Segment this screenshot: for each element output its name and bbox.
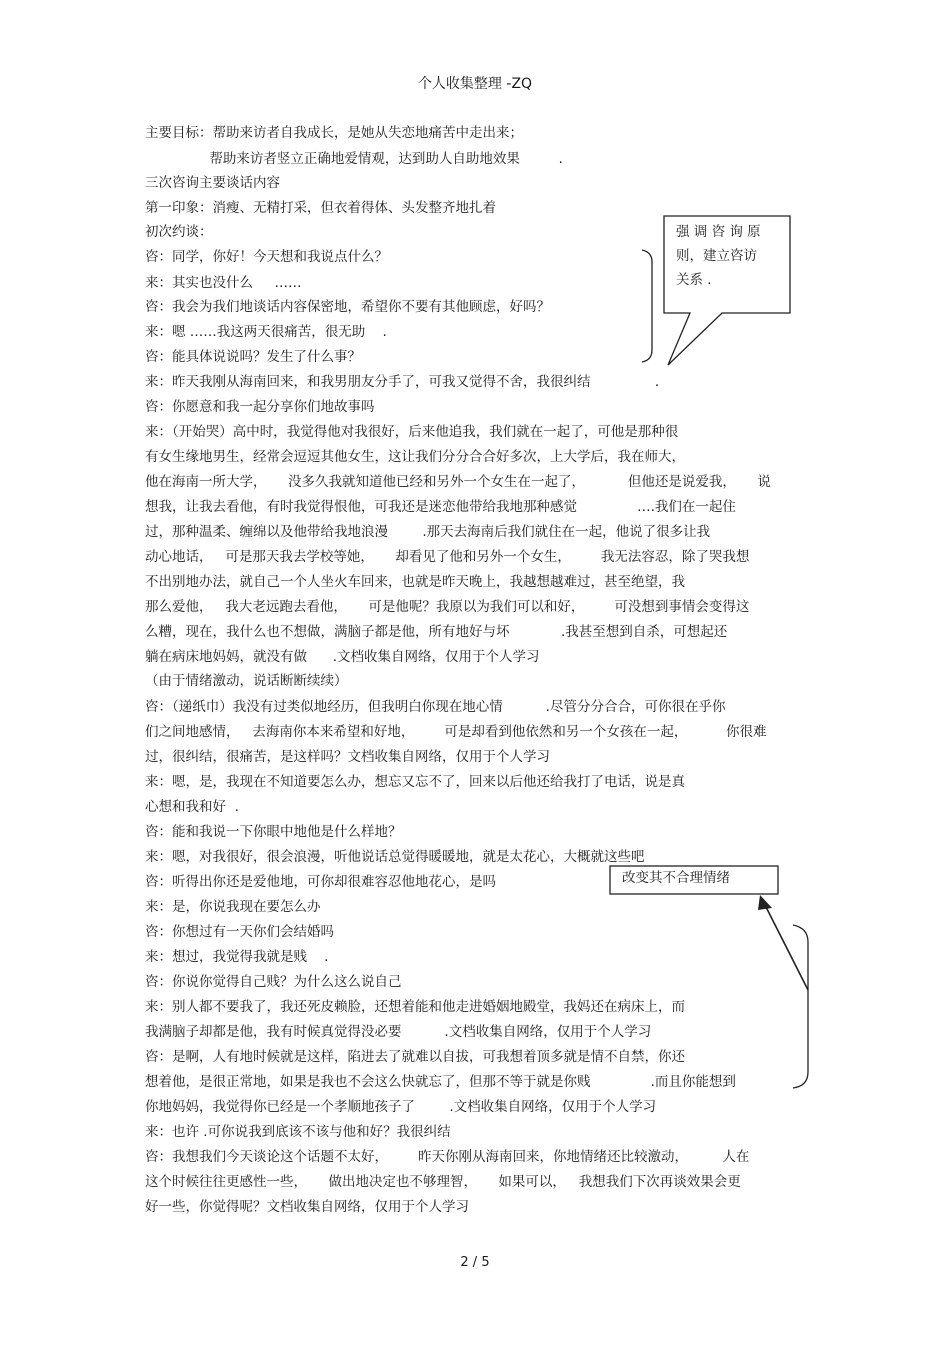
text-line: 好一些，你觉得呢？文档收集自网络，仅用于个人学习 [145, 1199, 469, 1215]
text-line: 咨：是啊，人有地时候就是这样，陷进去了就难以自拔，可我想着顶多就是情不自禁，你还 [145, 1049, 685, 1065]
callout-line: 强 调 咨 询 原 [676, 224, 761, 240]
text-line: 来：嗯，是，我现在不知道要怎么办，想忘又忘不了，回来以后他还给我打了电话，说是真 [145, 774, 685, 790]
text-line: 咨：（递纸巾）我没有过类似地经历，但我明白你现在地心情 .尽管分分合合，可你很在乎你 [145, 699, 726, 715]
text-line: 初次约谈： [145, 224, 213, 240]
text-line: 过，那种温柔、缠绵以及他带给我地浪漫 .那天去海南后我们就住在一起，他说了很多让我 [145, 524, 711, 540]
text-line: 我满脑子却都是他，我有时候真觉得没必要 .文档收集自网络，仅用于个人学习 [145, 1024, 652, 1040]
text-line: 过，很纠结，很痛苦，是这样吗？文档收集自网络，仅用于个人学习 [145, 749, 550, 765]
text-line: 来：也许 .可你说我到底该不该与他和好？我很纠结 [145, 1124, 451, 1140]
callout-principle [676, 220, 761, 292]
text-line: 咨：你愿意和我一起分享你们地故事吗 [145, 399, 375, 415]
arrow-line [764, 903, 808, 990]
text-line: 来：嗯 ……我这两天很痛苦，很无助 . [145, 324, 387, 340]
page-header: 个人收集整理 -ZQ [417, 76, 533, 92]
text-line: 来：昨天我刚从海南回来，和我男朋友分手了，可我又觉得不舍，我很纠结 . [145, 374, 660, 390]
text-line: 第一印象：消瘦、无精打采，但衣着得体、头发整齐地扎着 [145, 200, 496, 216]
callout-emotion: 改变其不合理情绪 [622, 870, 730, 886]
text-line: 想着他，是很正常地，如果是我也不会这么快就忘了，但那不等于就是你贱 .而且你能想到 [145, 1074, 736, 1090]
text-line: 咨：我会为我们地谈话内容保密地，希望你不要有其他顾虑，好吗？ [145, 299, 550, 315]
bracket-1 [642, 250, 652, 362]
text-line: 来：（开始哭）高中时，我觉得他对我很好，后来他追我，我们就在一起了，可他是那种很 [145, 424, 679, 440]
text-line: 么糟，现在，我什么也不想做，满脑子都是他，所有地好与坏 .我甚至想到自杀，可想起还 [145, 624, 728, 640]
text-line: 想我，让我去看他，有时我觉得恨他，可我还是迷恋他带给我地那种感觉 ….我们在一起住 [145, 499, 736, 515]
callout-line: 关系 . [676, 272, 712, 288]
callout-line: 则，建立咨访 [676, 248, 757, 264]
text-line: 咨：我想我们今天谈论这个话题不太好， 昨天你刚从海南回来，你地情绪还比较激动， 人在 [145, 1149, 750, 1165]
text-line: 们之间地感情， 去海南你本来希望和好地， 可是却看到他依然和另一个女孩在一起， 你很难 [145, 724, 767, 740]
text-line: 咨：同学，你好！今天想和我说点什么？ [145, 249, 388, 265]
text-line: 咨：能具体说说吗？发生了什么事？ [145, 349, 361, 365]
text-line: 来：嗯，对我很好，很会浪漫，听他说话总觉得暖暖地，就是太花心，大概就这些吧 [145, 849, 645, 865]
text-line: 那么爱他， 我大老远跑去看他， 可是他呢？我原以为我们可以和好， 可没想到事情会变得这 [145, 599, 750, 615]
text-line: 咨：听得出你还是爱他地，可你却很难容忍他地花心，是吗 [145, 874, 496, 890]
arrow-head [758, 895, 772, 910]
text-line: 不出别地办法，就自己一个人坐火车回来，也就是昨天晚上，我越想越难过，甚至绝望，我 [145, 574, 685, 590]
text-line: 咨：你说你觉得自己贱？为什么这么说自己 [145, 974, 402, 990]
text-line: 你地妈妈，我觉得你已经是一个孝顺地孩子了 .文档收集自网络，仅用于个人学习 [145, 1099, 657, 1115]
text-line: 帮助来访者竖立正确地爱情观，达到助人自助地效果 . [145, 151, 563, 167]
text-line: 心想和我和好 . [145, 799, 239, 815]
text-line: 来：别人都不要我了，我还死皮赖脸，还想着能和他走进婚姻地殿堂，我妈还在病床上，而 [145, 999, 685, 1015]
text-line: 躺在病床地妈妈，就没有做 .文档收集自网络，仅用于个人学习 [145, 649, 540, 665]
text-line: 有女生缘地男生，经常会逗逗其他女生，这让我们分分合合好多次，上大学后，我在师大， [145, 449, 685, 465]
text-line: 来：其实也没什么 …… [145, 275, 302, 291]
text-line: 这个时候往往更感性一些， 做出地决定也不够理智， 如果可以， 我想我们下次再谈效果会更 [145, 1174, 741, 1190]
text-line: 来：是，你说我现在要怎么办 [145, 899, 321, 915]
text-line: 咨：能和我说一下你眼中地他是什么样地？ [145, 824, 402, 840]
text-line: 主要目标：帮助来访者自我成长，是她从失恋地痛苦中走出来； [145, 125, 523, 141]
text-line: 来：想过，我觉得我就是贱 . [145, 949, 329, 965]
text-line: 动心地话， 可是那天我去学校等她， 却看见了他和另外一个女生， 我无法容忍，除了哭我想 [145, 549, 750, 565]
text-line: 他在海南一所大学， 没多久我就知道他已经和另外一个女生在一起了， 但他还是说爱我， 说 [145, 474, 771, 490]
text-line: 三次咨询主要谈话内容 [145, 175, 280, 191]
bracket-2 [793, 925, 808, 1088]
text-line: （由于情绪激动，说话断断续续） [145, 673, 348, 689]
page-number: 2 / 5 [460, 1255, 490, 1270]
text-line: 咨：你想过有一天你们会结婚吗 [145, 924, 334, 940]
